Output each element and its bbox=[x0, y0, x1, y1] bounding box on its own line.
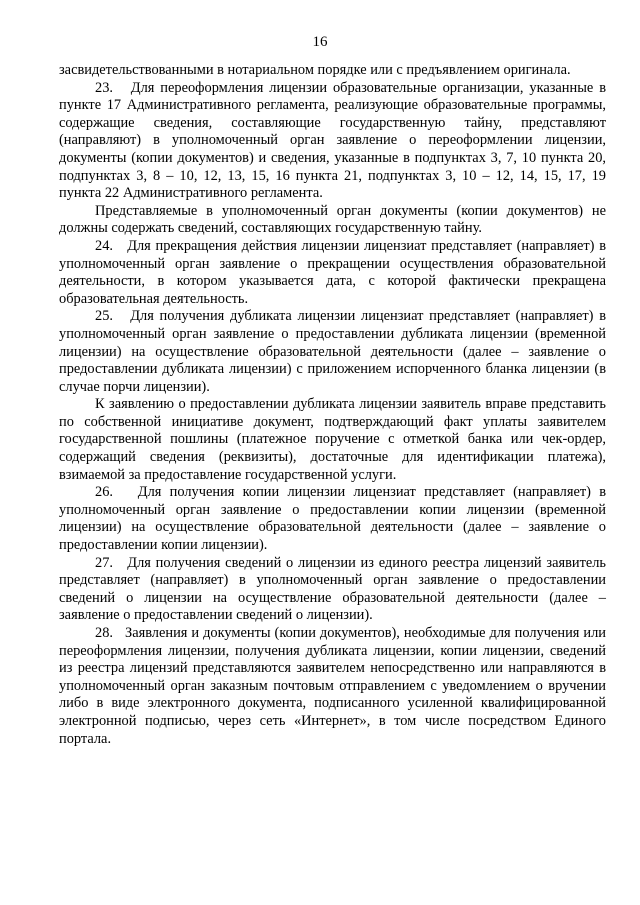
paragraph-25: 25. Для получения дубликата лицензии лицензиат представляет (направляет) в уполномоченный орган заявление о предоставлении дубликата лицензии (временной лицензии) на осуществление образовательной деятельности (далее – заявление о предоставлении дубликата лицензии) с приложением испорченного бланка лицензии (в случае порчи лицензии). bbox=[59, 308, 606, 395]
paragraph-24: 24. Для прекращения действия лицензии лицензиат представляет (направляет) в уполномоченный орган заявление о прекращении осуществления образовательной деятельности, в котором указывается дата, с которой фактически прекращена образовательная деятельность. bbox=[59, 237, 606, 307]
paragraph-25-note: К заявлению о предоставлении дубликата лицензии заявитель вправе представить по собственной инициативе документ, подтверждающий факт уплаты заявителем государственной пошлины (платежное поручение с отметкой банка или чек-ордер, содержащий сведения (реквизиты), достаточные для идентификации платежа), взимаемой за предоставление государственной услуги. bbox=[59, 396, 606, 483]
paragraph-23-note: Представляемые в уполномоченный орган документы (копии документов) не должны содержать сведений, составляющих государственную тайну. bbox=[59, 202, 606, 237]
paragraph-27: 27. Для получения сведений о лицензии из единого реестра лицензий заявитель представляет (направляет) в уполномоченный орган заявление о предоставлении сведений о лицензии на осуществление образовательной деятельности (далее – заявление о предоставлении сведений о лицензии). bbox=[59, 554, 606, 624]
paragraph-continuation: засвидетельствованными в нотариальном порядке или с предъявлением оригинала. bbox=[59, 62, 571, 78]
paragraph-28: 28. Заявления и документы (копии документов), необходимые для получения или переоформления лицензии, получения дубликата лицензии, копии лицензии, сведений из реестра лицензий представляются заявителем непосредственно или направляются в уполномоченный орган заказным почтовым отправлением с уведомлением о вручении либо в виде электронного документа, подписанного усиленной квалифицированной электронной подписью, через сеть «Интернет», в том числе посредством Единого портала. bbox=[59, 625, 606, 747]
paragraph-26: 26. Для получения копии лицензии лицензиат представляет (направляет) в уполномоченный орган заявление о предоставлении копии лицензии (временной лицензии) на осуществление образовательной деятельности (далее – заявление о предоставлении копии лицензии). bbox=[59, 484, 606, 554]
page-number: 16 bbox=[312, 34, 328, 50]
paragraph-23: 23. Для переоформления лицензии образовательные организации, указанные в пункте 17 Административного регламента, реализующие образовательные программы, содержащие сведения, составляющие государственную тайну, представляют (направляют) в уполномоченный орган заявление о переоформлении лицензии, документы (копии документов) и сведения, указанные в подпунктах 3, 7, 10 пункта 20, подпунктах 3, 8 – 10, 12, 13, 15, 16 пункта 21, подпунктах 3, 10 – 12, 14, 15, 17, 19 пункта 22 Административного регламента. bbox=[59, 79, 606, 202]
document-body bbox=[59, 62, 606, 748]
